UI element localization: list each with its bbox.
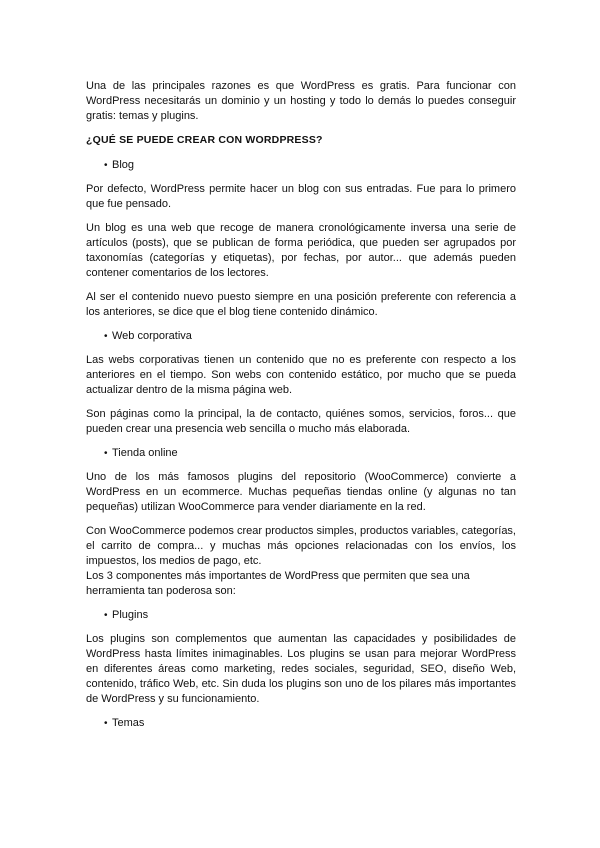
bullet-dot: • — [104, 610, 108, 621]
blog-paragraph-3: Al ser el contenido nuevo puesto siempre en una posición preferente con referencia a los anteriores, se dice que el blog tiene contenido dinámico. — [86, 291, 516, 318]
store-paragraph-1: Uno de los más famosos plugins del repositorio (WooCommerce) convierte a WordPress en un ecommerce. Muchas pequeñas tiendas online (y algunas no tan pequeñas) utilizan WooCommerce para vender diariamente en la red. — [86, 471, 516, 513]
blog-paragraph-2: Un blog es una web que recoge de manera cronológicamente inversa una serie de artículos (posts), que se publican de forma periódica, que pueden ser agrupados por taxonomías (categorías y etiquetas), por fechas, por autor... que además pueden contener comentarios de los lectores. — [86, 222, 516, 279]
bullet-web-corporativa — [104, 329, 516, 344]
intro-paragraph: Una de las principales razones es que WordPress es gratis. Para funcionar con WordPress necesitarás un dominio y un hosting y todo lo demás lo puedes conseguir gratis: temas y plugins. — [86, 80, 516, 122]
corporate-paragraph-1: Las webs corporativas tienen un contenido que no es preferente con respecto a los anteriores en el tiempo. Son webs con contenido estático, por mucho que se pueda actualizar dentro de la misma página web. — [86, 354, 516, 396]
bullet-blog — [104, 158, 516, 173]
plugins-paragraph-1: Los plugins son complementos que aumentan las capacidades y posibilidades de WordPress hasta límites inimaginables. Los plugins se usan para mejorar WordPress en diferentes áreas como marketing, redes sociales, seguridad, SEO, diseño Web, contenido, tráfico Web, etc. Sin duda los plugins son uno de los pilares más importantes de WordPress y su funcionamiento. — [86, 633, 516, 705]
bullet-label: Blog — [112, 159, 135, 171]
bullet-label: Plugins — [112, 609, 149, 621]
bullet-dot: • — [104, 448, 108, 459]
section-heading: ¿QUÉ SE PUEDE CREAR CON WORDPRESS? — [86, 134, 323, 146]
document-body — [86, 79, 516, 740]
bullet-dot: • — [104, 331, 108, 342]
bullet-label: Web corporativa — [112, 330, 192, 342]
bullet-dot: • — [104, 718, 108, 729]
bullet-label: Tienda online — [112, 447, 178, 459]
store-paragraph-3: Los 3 componentes más importantes de WordPress que permiten que sea una herramienta tan poderosa son: — [86, 570, 470, 597]
bullet-tienda-online — [104, 446, 516, 461]
store-paragraph-2: Con WooCommerce podemos crear productos simples, productos variables, categorías, el carrito de compra... y muchas más opciones relacionadas con los envíos, los impuestos, los medios de pago, etc. — [86, 525, 516, 567]
bullet-dot: • — [104, 160, 108, 171]
corporate-paragraph-2: Son páginas como la principal, la de contacto, quiénes somos, servicios, foros... que pueden crear una presencia web sencilla o mucho más elaborada. — [86, 408, 516, 435]
bullet-label: Temas — [112, 717, 145, 729]
bullet-plugins — [104, 608, 516, 623]
bullet-temas — [104, 716, 516, 731]
blog-paragraph-1: Por defecto, WordPress permite hacer un blog con sus entradas. Fue para lo primero que fue pensado. — [86, 183, 516, 210]
